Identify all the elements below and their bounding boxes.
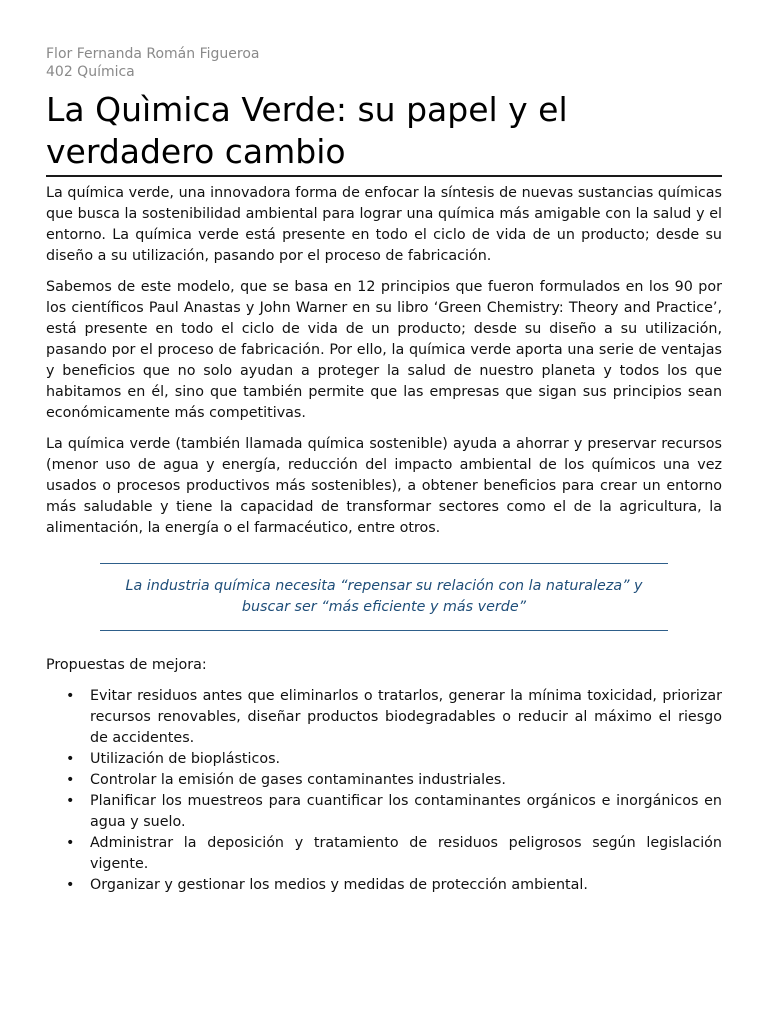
pull-quote	[100, 563, 668, 631]
list-item	[46, 749, 722, 770]
bullet-icon: •	[66, 772, 75, 788]
proposals-section	[46, 655, 722, 896]
proposals-list	[46, 686, 722, 896]
list-item-text: Evitar residuos antes que eliminarlos o tratarlos, generar la mínima toxicidad, priorizar recursos renovables, diseñar productos biodegradables o reducir al máximo el riesgo de accidentes.	[90, 688, 722, 746]
list-item-text: Administrar la deposición y tratamiento de residuos peligrosos según legislación vigente.	[90, 835, 722, 872]
bullet-icon: •	[66, 877, 75, 893]
course-label: 402 Química	[46, 64, 135, 80]
list-item	[46, 686, 722, 749]
list-item	[46, 833, 722, 875]
bullet-icon: •	[66, 688, 75, 704]
document-header	[46, 45, 722, 81]
list-item-text: Planificar los muestreos para cuantificar los contaminantes orgánicos e inorgánicos en agua y suelo.	[90, 793, 722, 830]
document-body	[46, 183, 722, 539]
bullet-icon: •	[66, 835, 75, 851]
bullet-icon: •	[66, 751, 75, 767]
list-item	[46, 875, 722, 896]
list-item	[46, 791, 722, 833]
list-item-text: Organizar y gestionar los medios y medidas de protección ambiental.	[90, 877, 588, 893]
paragraph: La química verde (también llamada química sostenible) ayuda a ahorrar y preservar recursos (menor uso de agua y energía, reducción del impacto ambiental de los químicos una vez usados o procesos productivos más sostenibles), a obtener beneficios para crear un entorno más saludable y tiene la capacidad de transformar sectores como el de la agricultura, la alimentación, la energía o el farmacéutico, entre otros.	[46, 436, 722, 536]
author-name: Flor Fernanda Román Figueroa	[46, 46, 260, 62]
pull-quote-text: La industria química necesita “repensar su relación con la naturaleza” y buscar ser “más eficiente y más verde”	[125, 578, 643, 615]
list-item-text: Controlar la emisión de gases contaminantes industriales.	[90, 772, 506, 788]
paragraph: Sabemos de este modelo, que se basa en 12 principios que fueron formulados en los 90 por los científicos Paul Anastas y John Warner en su libro ‘Green Chemistry: Theory and Practice’, está presente en todo el ciclo de vida de un producto; desde su diseño a su utilización, pasando por el proceso de fabricación. Por ello, la química verde aporta una serie de ventajas y beneficios que no solo ayudan a proteger la salud de nuestro planeta y todos los que habitamos en él, sino que también permite que las empresas que sigan sus principios sean económicamente más competitivas.	[46, 279, 722, 421]
paragraph: La química verde, una innovadora forma de enfocar la síntesis de nuevas sustancias químicas que busca la sostenibilidad ambiental para lograr una química más amigable con la salud y el entorno. La química verde está presente en todo el ciclo de vida de un producto; desde su diseño a su utilización, pasando por el proceso de fabricación.	[46, 185, 722, 264]
proposals-heading: Propuestas de mejora:	[46, 657, 207, 673]
bullet-icon: •	[66, 793, 75, 809]
document-title: La Quìmica Verde: su papel y el verdadero cambio	[46, 89, 722, 177]
list-item	[46, 770, 722, 791]
list-item-text: Utilización de bioplásticos.	[90, 751, 281, 767]
